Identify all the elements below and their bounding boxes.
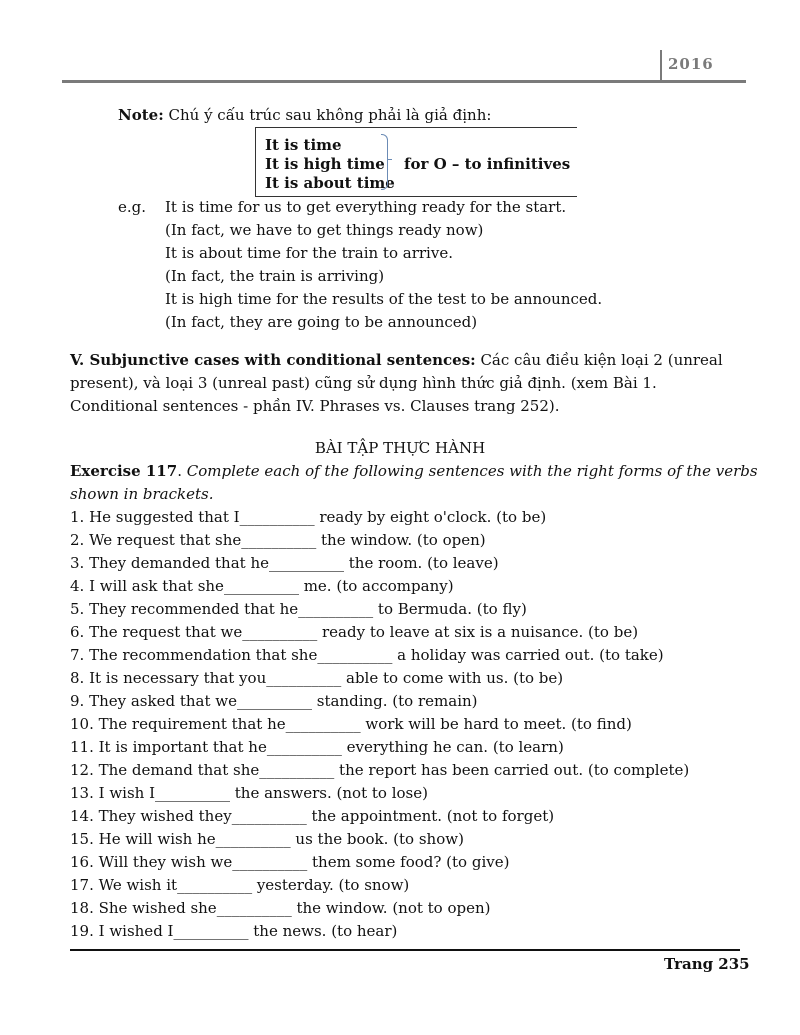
- item-prompt: 9. They asked that we: [70, 692, 237, 710]
- exercise-heading: [70, 461, 758, 481]
- exercise-item: [70, 553, 499, 573]
- item-hint: ready by eight o'clock. (to be): [314, 508, 547, 526]
- exercise-instruction: shown in brackets.: [70, 485, 214, 503]
- answer-blank: __________: [232, 853, 308, 871]
- exercise-item: [70, 783, 428, 803]
- item-hint: yesterday. (to snow): [252, 876, 410, 894]
- exercise-item: [70, 852, 509, 872]
- example-label: e.g.: [118, 198, 147, 216]
- practice-title: BÀI TẬP THỰC HÀNH: [314, 439, 486, 457]
- note-label: Note:: [118, 106, 164, 124]
- item-prompt: 12. The demand that she: [70, 761, 260, 779]
- example-line: It is high time for the results of the test to be announced.: [165, 290, 603, 308]
- note-text: Chú ý cấu trúc sau không phải là giả định:: [163, 106, 492, 124]
- item-prompt: 5. They recommended that he: [70, 600, 299, 618]
- example-line: It is time for us to get everything ready for the start.: [165, 198, 567, 216]
- answer-blank: __________: [317, 646, 393, 664]
- item-prompt: 8. It is necessary that you: [70, 669, 267, 687]
- answer-blank: __________: [285, 715, 361, 733]
- item-prompt: 2. We request that she: [70, 531, 242, 549]
- item-hint: the report has been carried out. (to complete): [334, 761, 690, 779]
- item-hint: to Bermuda. (to fly): [373, 600, 527, 618]
- page-number: Trang 235: [664, 955, 750, 973]
- section-v-text: Các câu điều kiện loại 2 (unreal: [475, 351, 723, 369]
- exercise-item: [70, 507, 546, 527]
- answer-blank: __________: [241, 531, 317, 549]
- item-prompt: 18. She wished she: [70, 899, 217, 917]
- item-prompt: 13. I wish I: [70, 784, 156, 802]
- example-line: (In fact, we have to get things ready now): [165, 221, 484, 239]
- item-prompt: 1. He suggested that I: [70, 508, 240, 526]
- exercise-sep: .: [177, 462, 187, 480]
- answer-blank: __________: [239, 508, 315, 526]
- answer-blank: __________: [242, 623, 318, 641]
- box-item: It is about time: [265, 174, 395, 192]
- item-prompt: 11. It is important that he: [70, 738, 267, 756]
- section-v-line: present), và loại 3 (unreal past) cũng sử dụng hình thức giả định. (xem Bài 1.: [70, 374, 657, 392]
- item-hint: work will be hard to meet. (to find): [360, 715, 632, 733]
- item-hint: them some food? (to give): [307, 853, 510, 871]
- item-hint: everything he can. (to learn): [341, 738, 564, 756]
- exercise-item: [70, 921, 397, 941]
- exercise-item: [70, 806, 554, 826]
- box-top-border: [255, 127, 577, 128]
- answer-blank: __________: [268, 554, 344, 572]
- exercise-item: [70, 622, 638, 642]
- item-hint: the answers. (not to lose): [230, 784, 428, 802]
- box-item: It is high time: [265, 155, 385, 173]
- exercise-item: [70, 875, 409, 895]
- item-hint: standing. (to remain): [312, 692, 478, 710]
- example-line: (In fact, they are going to be announced): [165, 313, 478, 331]
- box-left-border: [255, 127, 256, 197]
- example-line: (In fact, the train is arriving): [165, 267, 385, 285]
- item-hint: a holiday was carried out. (to take): [392, 646, 664, 664]
- item-hint: the window. (not to open): [291, 899, 491, 917]
- box-right-text: for O – to infinitives: [404, 155, 571, 173]
- answer-blank: __________: [223, 577, 299, 595]
- item-hint: able to come with us. (to be): [341, 669, 564, 687]
- answer-blank: __________: [266, 738, 342, 756]
- answer-blank: __________: [155, 784, 231, 802]
- section-v-line: Conditional sentences - phần IV. Phrases vs. Clauses trang 252).: [70, 397, 560, 415]
- right-brace-tip: [387, 159, 392, 160]
- exercise-item: [70, 898, 491, 918]
- example-line: It is about time for the train to arrive.: [165, 244, 453, 262]
- item-hint: the window. (to open): [316, 531, 486, 549]
- exercise-item: [70, 576, 454, 596]
- footer-rule: [70, 949, 740, 951]
- exercise-item: [70, 668, 563, 688]
- item-hint: the room. (to leave): [343, 554, 499, 572]
- exercise-item: [70, 599, 527, 619]
- answer-blank: __________: [259, 761, 335, 779]
- right-brace: [381, 134, 388, 190]
- exercise-item: [70, 760, 689, 780]
- item-prompt: 6. The request that we: [70, 623, 243, 641]
- item-hint: ready to leave at six is a nuisance. (to be): [317, 623, 639, 641]
- header-rule: [62, 80, 746, 83]
- item-prompt: 4. I will ask that she: [70, 577, 224, 595]
- item-prompt: 7. The recommendation that she: [70, 646, 318, 664]
- item-prompt: 14. They wished they: [70, 807, 232, 825]
- answer-blank: __________: [216, 899, 292, 917]
- item-prompt: 3. They demanded that he: [70, 554, 269, 572]
- header-divider: [660, 50, 662, 81]
- exercise-item: [70, 737, 564, 757]
- answer-blank: __________: [298, 600, 374, 618]
- answer-blank: __________: [237, 692, 312, 710]
- exercise-item: [70, 645, 664, 665]
- exercise-item: [70, 714, 632, 734]
- item-prompt: 19. I wished I: [70, 922, 174, 940]
- item-hint: the appointment. (not to forget): [306, 807, 555, 825]
- section-v-line: [70, 350, 723, 370]
- item-prompt: 16. Will they wish we: [70, 853, 233, 871]
- answer-blank: __________: [173, 922, 249, 940]
- item-prompt: 10. The requirement that he: [70, 715, 286, 733]
- item-hint: us the book. (to show): [290, 830, 464, 848]
- exercise-item: [70, 530, 486, 550]
- header-year: 2016: [668, 55, 714, 73]
- note: [118, 105, 491, 125]
- box-item: It is time: [265, 136, 342, 154]
- exercise-label: Exercise 117: [70, 462, 178, 480]
- answer-blank: __________: [215, 830, 291, 848]
- answer-blank: __________: [177, 876, 253, 894]
- item-prompt: 15. He will wish he: [70, 830, 216, 848]
- item-hint: me. (to accompany): [298, 577, 454, 595]
- exercise-item: [70, 691, 478, 711]
- exercise-item: [70, 829, 464, 849]
- item-prompt: 17. We wish it: [70, 876, 178, 894]
- item-hint: the news. (to hear): [248, 922, 398, 940]
- answer-blank: __________: [231, 807, 307, 825]
- section-v-heading: V. Subjunctive cases with conditional sentences:: [70, 351, 476, 369]
- answer-blank: __________: [266, 669, 342, 687]
- exercise-instruction: Complete each of the following sentences with the right forms of the verbs: [186, 462, 758, 480]
